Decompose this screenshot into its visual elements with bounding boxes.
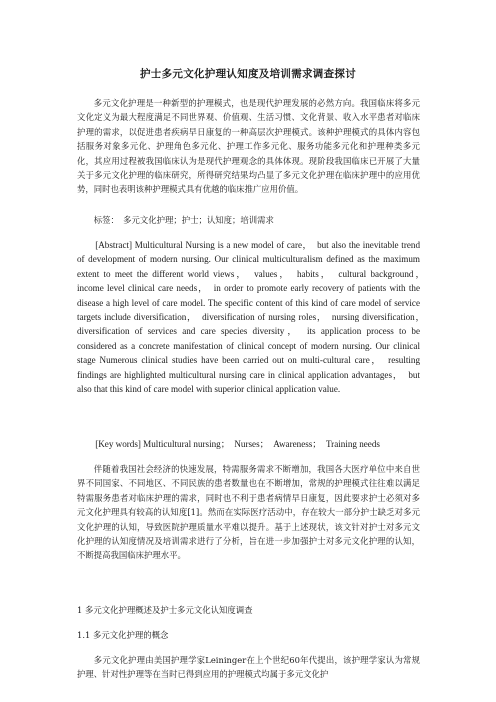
abstract-en-block <box>77 238 430 396</box>
abstract-cn-block <box>77 96 420 197</box>
abstract-cn: 多元文化护理是一种新型的护理模式，也是现代护理发展的必然方向。我国临床将多元文化定义为最大程度满足不同世界观、价值观、生活习惯、文化背景、收入水平患者对临床护理的需求，以促进患者疾病早日康复的一种高层次护理模式。该种护理模式的具体内容包括服务对象多元化、护理角色多元化、护理工作多元化、服务功能多元化和护理种类多元化，其应用过程被我国临床认为是现代护理观念的具体体现。现阶段我国临床已开展了大量关于多元文化护理的临床研究，所得研究结果均凸显了多元文化护理在临床护理中的应用优势，同时也表明该种护理模式具有优越的临床推广应用价值。 <box>77 98 420 195</box>
section-1-1-heading: 1.1 多元文化护理的概念 <box>77 630 169 640</box>
keywords-en-block <box>77 437 420 451</box>
section-1-1-heading-block <box>77 628 420 642</box>
keywords-cn-block <box>77 213 420 227</box>
keywords-en: [Key words] Multicultural nursing； Nurses； Awareness； Training needs <box>95 439 380 449</box>
last-paragraph: 多元文化护理由美国护理学家Leininger在上个世纪60年代提出，该护理学家认为常规护理、针对性护理等在当时已得到应用的护理模式均属于多元文化护 <box>77 655 420 680</box>
document-title: 护士多元文化护理认知度及培训需求调查探讨 <box>140 68 356 80</box>
abstract-en: [Abstract] Multicultural Nursing is a new model of care， but also the inevitable trend of development of modern nursing. Our clinical multiculturalism defined as the maximum extent to meet the different world views， values， habits， cultural background， income level clinical care needs， in order to promote early recovery of patients with the disease a high level of care model. The specific content of this kind of care model of service targets include diversification， diversification of nursing roles， nursing diversification， diversification of services and care species diversity， its application process to be considered as a concrete manifestation of clinical concept of modern nursing. Our clinical stage Numerous clinical studies have been carried out on multi-cultural care， resulting findings are highlighted multicultural nursing care in clinical application advantages， but also that this kind of care model with superior clinical application value. <box>77 240 430 395</box>
section-1-heading-block <box>77 603 420 617</box>
intro-paragraph: 伴随着我国社会经济的快速发展，特需服务需求不断增加，我国各大医疗单位中来自世界不同国家、不同地区、不同民族的患者数量也在不断增加，常规的护理模式往往难以满足特需服务患者对临床护理的需求，同时也不利于患者病情早日康复，因此要求护士必须对多元文化护理具有较高的认知度[1]。然而在实际医疗活动中，存在较大一部分护士缺乏对多元文化护理的认知，导致医院护理质量水平难以提升。基于上述现状，该文针对护士对多元文化护理的认知度情况及培训需求进行了分析，旨在进一步加强护士对多元文化护理的认知，不断提高我国临床护理水平。 <box>77 464 420 561</box>
keywords-cn: 标签： 多元文化护理；护士；认知度；培训需求 <box>93 215 274 225</box>
section-1-heading: 1 多元文化护理概述及护士多元文化认知度调查 <box>77 605 253 615</box>
last-paragraph-block <box>77 653 420 682</box>
intro-block <box>77 462 420 563</box>
